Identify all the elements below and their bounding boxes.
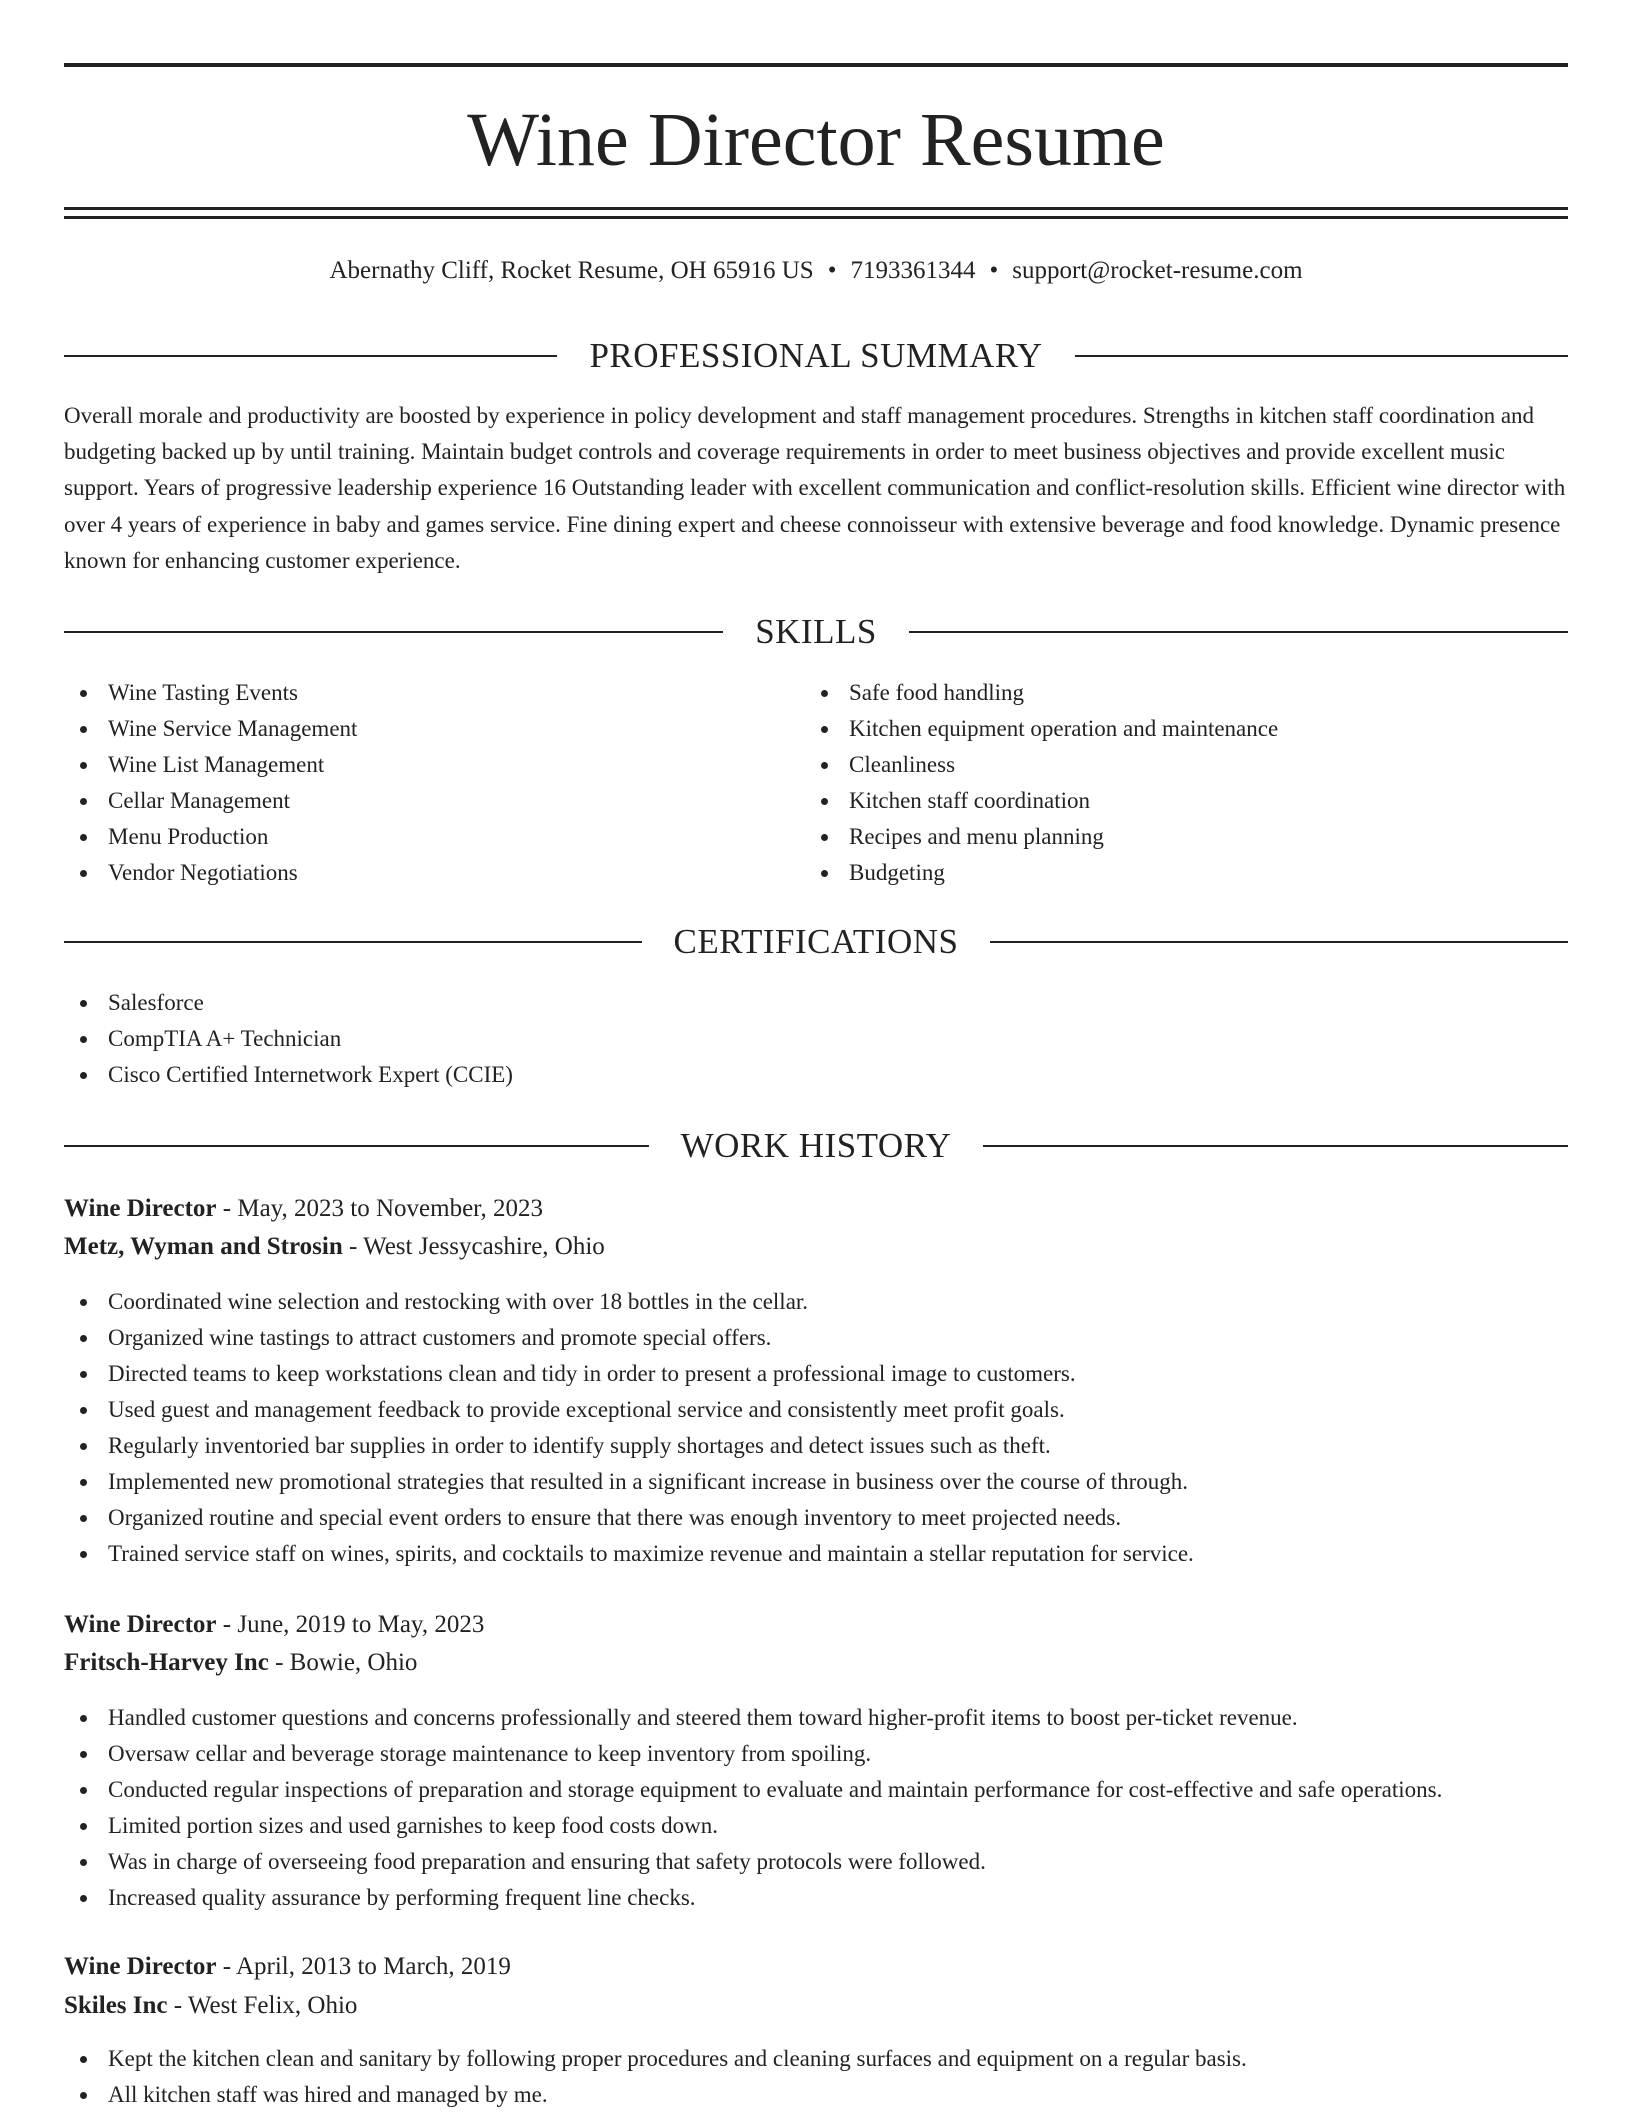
contact-address: Abernathy Cliff, Rocket Resume, OH 65916 US: [329, 257, 814, 284]
job-duty: Was in charge of overseeing food preparation and ensuring that safety protocols were followed.: [64, 1844, 1442, 1880]
section-title: SKILLS: [755, 612, 877, 651]
skills-list-left: [64, 675, 357, 891]
heading-rule: [983, 1145, 1568, 1147]
job-duty: Conducted regular inspections of preparation and storage equipment to evaluate and maintain performance for cost-effective and safe operations.: [64, 1772, 1442, 1808]
skill-item: Menu Production: [64, 819, 357, 855]
summary-paragraph: Overall morale and productivity are boosted by experience in policy development and staff management procedures. Strengths in kitchen staff coordination and budgeting backed up by until training. Maintain budget controls and coverage requirements in order to meet business objectives and provide excellent music support. Years of progressive leadership experience 16 Outstanding leader with excellent communication and conflict-resolution skills. Efficient wine director with over 4 years of experience in baby and games service. Fine dining expert and cheese connoisseur with extensive beverage and food knowledge. Dynamic presence known for enhancing customer experience.: [64, 403, 1566, 573]
top-rule: [64, 63, 1568, 67]
document-title: Wine Director Resume: [467, 98, 1165, 182]
skill-item: Cleanliness: [805, 747, 1278, 783]
job-duty: Used guest and management feedback to provide exceptional service and consistently meet profit goals.: [64, 1392, 1194, 1428]
job-duty: Oversaw cellar and beverage storage maintenance to keep inventory from spoiling.: [64, 1736, 1442, 1772]
title-double-rule: [64, 207, 1568, 219]
skill-item: Vendor Negotiations: [64, 855, 357, 891]
heading-rule: [1075, 355, 1568, 357]
job-location: - West Felix, Ohio: [167, 1992, 358, 2019]
job-duty: Increased quality assurance by performing frequent line checks.: [64, 1880, 1442, 1916]
contact-separator: •: [989, 257, 999, 284]
job-duty: Limited portion sizes and used garnishes to keep food costs down.: [64, 1808, 1442, 1844]
job-title-line: [64, 1948, 511, 1986]
job-title: Wine Director: [64, 1611, 217, 1638]
job-duty: Trained service staff on wines, spirits, and cocktails to maximize revenue and maintain a stellar reputation for service.: [64, 1536, 1194, 1572]
contact-email: support@rocket-resume.com: [1012, 257, 1303, 284]
job-duty: Organized wine tastings to attract customers and promote special offers.: [64, 1320, 1194, 1356]
job-company: Skiles Inc: [64, 1992, 168, 2019]
skill-item: Budgeting: [805, 855, 1278, 891]
section-heading-certifications: [64, 920, 1568, 964]
job-duties-list: [64, 2041, 1247, 2113]
contact-line: [64, 255, 1568, 287]
job-dates: - April, 2013 to March, 2019: [216, 1953, 511, 1980]
section-title: CERTIFICATIONS: [673, 922, 959, 961]
job-dates: - June, 2019 to May, 2023: [216, 1611, 485, 1638]
job-duty: Coordinated wine selection and restocking with over 18 bottles in the cellar.: [64, 1284, 1194, 1320]
heading-rule: [990, 941, 1568, 943]
skill-item: Wine Service Management: [64, 711, 357, 747]
certifications-list: [64, 985, 513, 1093]
job-company-line: [64, 1228, 605, 1266]
skill-item: Kitchen equipment operation and maintenance: [805, 711, 1278, 747]
heading-rule: [64, 941, 642, 943]
skills-list-right: [805, 675, 1278, 891]
job-duties-list: [64, 1284, 1194, 1572]
job-company: Fritsch-Harvey Inc: [64, 1649, 269, 1676]
skill-item: Kitchen staff coordination: [805, 783, 1278, 819]
job-title: Wine Director: [64, 1953, 217, 1980]
skill-item: Cellar Management: [64, 783, 357, 819]
section-heading-skills: [64, 610, 1568, 654]
certification-item: Cisco Certified Internetwork Expert (CCIE): [64, 1057, 513, 1093]
certification-item: Salesforce: [64, 985, 513, 1021]
job-company: Metz, Wyman and Strosin: [64, 1233, 343, 1260]
job-company-line: [64, 1987, 357, 2025]
job-duty: Directed teams to keep workstations clean and tidy in order to present a professional image to customers.: [64, 1356, 1194, 1392]
job-dates: - May, 2023 to November, 2023: [216, 1195, 544, 1222]
job-location: - Bowie, Ohio: [268, 1649, 418, 1676]
heading-rule: [64, 355, 557, 357]
skill-item: Wine List Management: [64, 747, 357, 783]
job-duty: Implemented new promotional strategies that resulted in a significant increase in business over the course of through.: [64, 1464, 1194, 1500]
section-title: PROFESSIONAL SUMMARY: [589, 336, 1043, 375]
job-duty: Kept the kitchen clean and sanitary by following proper procedures and cleaning surfaces and equipment on a regular basis.: [64, 2041, 1247, 2077]
heading-rule: [64, 631, 723, 633]
heading-rule: [909, 631, 1568, 633]
job-location: - West Jessycashire, Ohio: [342, 1233, 605, 1260]
job-title-line: [64, 1606, 484, 1644]
skill-item: Wine Tasting Events: [64, 675, 357, 711]
skill-item: Safe food handling: [805, 675, 1278, 711]
job-duty: Organized routine and special event orders to ensure that there was enough inventory to meet projected needs.: [64, 1500, 1194, 1536]
job-duty: All kitchen staff was hired and managed by me.: [64, 2077, 1247, 2113]
section-heading-work-history: [64, 1124, 1568, 1168]
job-title-line: [64, 1190, 543, 1228]
skill-item: Recipes and menu planning: [805, 819, 1278, 855]
job-duties-list: [64, 1700, 1442, 1916]
contact-separator: •: [827, 257, 837, 284]
certification-item: CompTIA A+ Technician: [64, 1021, 513, 1057]
job-duty: Handled customer questions and concerns professionally and steered them toward higher-profit items to boost per-ticket revenue.: [64, 1700, 1442, 1736]
job-duty: Regularly inventoried bar supplies in order to identify supply shortages and detect issues such as theft.: [64, 1428, 1194, 1464]
contact-phone: 7193361344: [850, 257, 976, 284]
section-title: WORK HISTORY: [680, 1126, 952, 1165]
job-title: Wine Director: [64, 1195, 217, 1222]
section-heading-summary: [64, 334, 1568, 378]
job-company-line: [64, 1644, 417, 1682]
heading-rule: [64, 1145, 649, 1147]
